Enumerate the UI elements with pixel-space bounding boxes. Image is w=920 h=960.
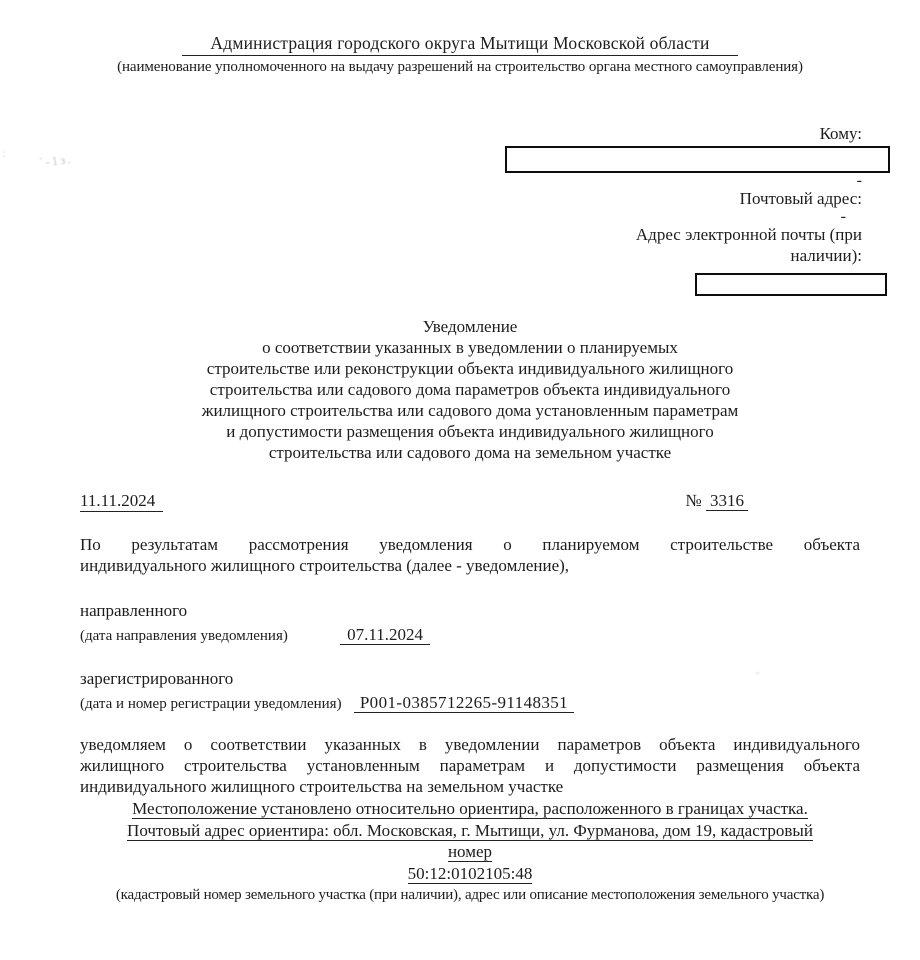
number-sign-label: №	[685, 491, 702, 510]
notice-title-line: Уведомление	[422, 317, 518, 336]
authority-caption: (наименование уполномоченного на выдачу разрешений на строительство органа местного самоуправления)	[117, 59, 803, 75]
registered-label: зарегистрированного	[80, 669, 234, 688]
recipient-dash-1: -	[856, 172, 862, 189]
recipient-dash-2: -	[840, 208, 846, 225]
location-line: Почтовый адрес ориентира: обл. Московская, г. Мытищи, ул. Фурманова, дом 19, кадастровый	[127, 820, 813, 840]
email-redaction-box	[695, 273, 887, 296]
registered-row	[80, 692, 860, 715]
sent-row	[80, 624, 860, 647]
decision-paragraph-line: жилищного строительства установленным параметрам и допустимости размещения объекта	[80, 756, 860, 775]
recipient-block	[522, 123, 862, 296]
notice-title-line: строительства или садового дома параметров объекта индивидуального	[209, 380, 731, 399]
document-number-group	[686, 490, 748, 512]
postal-address-label: Почтовый адрес:	[739, 189, 862, 208]
document-body	[0, 316, 920, 904]
notice-title-line: о соответствии указанных в уведомлении о планируемых	[262, 338, 678, 357]
registration-number-value: Р001-0385712265-91148351	[354, 693, 574, 713]
notice-title-line: строительства или садового дома на земельном участке	[268, 443, 672, 462]
location-line: номер	[447, 842, 493, 861]
scan-artifact-pencil-mark: ´-1з.	[38, 151, 74, 170]
intro-paragraph	[80, 534, 860, 576]
document-header	[0, 0, 920, 76]
decision-paragraph-line: уведомляем о соответствии указанных в уведомлении параметров объекта индивидуального	[80, 735, 860, 754]
recipient-to-label: Кому:	[819, 124, 862, 143]
meta-row	[80, 490, 860, 512]
authority-name: Администрация городского округа Мытищи Московской области	[182, 33, 737, 56]
decision-paragraph-line: индивидуального жилищного строительства на земельном участке	[80, 777, 564, 796]
location-block	[80, 798, 860, 884]
scan-artifact-edge-mark: :	[2, 146, 6, 160]
registered-caption: (дата и номер регистрации уведомления)	[80, 696, 342, 712]
sent-caption: (дата направления уведомления)	[80, 628, 288, 644]
notice-title-line: строительстве или реконструкции объекта индивидуального жилищного	[206, 359, 734, 378]
notice-title-line: и допустимости размещения объекта индивидуального жилищного	[226, 422, 714, 441]
intro-paragraph-line: индивидуального жилищного строительства (далее - уведомление),	[80, 556, 570, 575]
intro-paragraph-line: По результатам рассмотрения уведомления о планируемом строительстве объекта	[80, 535, 860, 554]
recipient-name-redaction-box	[505, 146, 890, 173]
document-number: 3316	[706, 491, 748, 511]
location-caption: (кадастровый номер земельного участка (при наличии), адрес или описание местоположения земельного участка)	[115, 887, 825, 903]
decision-paragraph	[80, 734, 860, 797]
email-address-label: Адрес электронной почты (при наличии):	[635, 225, 862, 265]
location-line: Местоположение установлено относительно ориентира, расположенного в границах участка.	[132, 799, 808, 818]
notice-title	[80, 316, 860, 463]
notice-title-line: жилищного строительства или садового дома установленным параметрам	[201, 401, 739, 420]
sent-date-value: 07.11.2024	[340, 625, 430, 645]
scan-artifact-right-mark: ''	[756, 671, 760, 682]
sent-label: направленного	[80, 601, 188, 620]
cadastral-number: 50:12:0102105:48	[407, 863, 533, 883]
document-date: 11.11.2024	[80, 490, 163, 512]
